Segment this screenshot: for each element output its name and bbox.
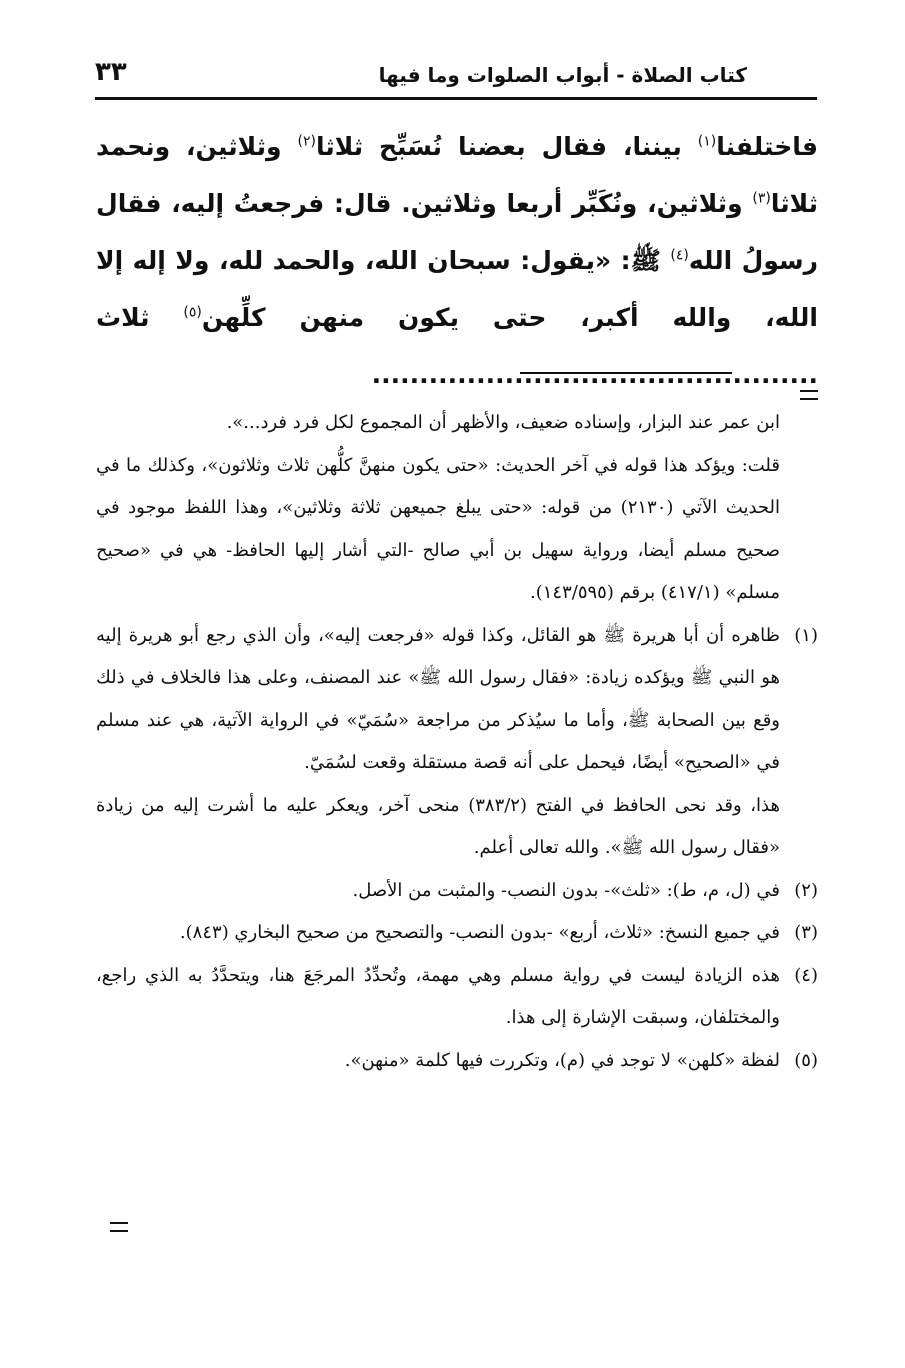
footnote-continuation-paragraph: قلت: ويؤكد هذا قوله في آخر الحديث: «حتى يكون منهنَّ كلُّهن ثلاث وثلاثون»، وكذلك ما في الحديث الآتي (٢١٣٠) من قوله: «حتى يبلغ جميعهن ثلاثة وثلاثين»، وهذا اللفظ موجود في صحيح مسلم أيضا، ورواية سهيل بن أبي صالح -التي أشار إليها الحافظ- هي في «صحيح مسلم» (٤١٧/١) برقم (١٤٣/٥٩٥). (96, 454, 781, 603)
footnote-continuation-line: ابن عمر عند البزار، وإسناده ضعيف، والأظهر أن المجموع لكل فرد فرد...». (226, 412, 780, 433)
footnote-number: (٢) (794, 879, 818, 901)
footnote-ref: (٤) (670, 247, 689, 264)
footnote-number: (٥) (794, 1049, 818, 1071)
footnote-separator (520, 372, 732, 374)
footnote-number: (٤) (794, 964, 818, 986)
continuation-mark-bottom (110, 1222, 128, 1232)
footnote-ref: (٥) (183, 304, 202, 321)
footnote-number: (٣) (794, 922, 818, 943)
main-text-segment: بيننا، فقال بعضنا نُسَبِّح ثلاثا (315, 132, 698, 161)
footnote-text: هذه الزيادة ليست في رواية مسلم وهي مهمة، وتُحدِّدُ المرجَعَ هنا، ويتحدَّدُ به الذي راجع، والمختلفان، وسبقت الإشارة إلى هذا. (96, 964, 780, 1028)
main-text-segment: فاختلفنا (716, 132, 818, 161)
continuation-mark-top (800, 390, 818, 400)
main-text-segment: وثلاثين، ونُكَبِّر أربعا وثلاثين. قال: فرجعتُ إليه، فقال رسولُ الله (96, 189, 818, 275)
footnote-ref: (١) (697, 133, 717, 150)
footnote-ref: (٣) (752, 190, 771, 207)
footnote-number: (١) (794, 624, 818, 646)
footnote-4 (96, 955, 818, 1040)
footnote-text: هذا، وقد نحى الحافظ في الفتح (٣٨٣/٢) منحى آخر، ويعكر عليه ما أشرت إليه من زيادة «فقال رسول الله ﷺ». والله تعالى أعلم. (96, 794, 780, 858)
footnote-text: في (ل، م، ط): «ثلث»- بدون النصب- والمثبت من الأصل. (352, 879, 780, 901)
hadith-text (96, 118, 818, 403)
footnote-text: ظاهره أن أبا هريرة ﷺ هو القائل، وكذا قوله «فرجعت إليه»، وأن الذي رجع أبو هريرة إليه هو النبي ﷺ ويؤكده زيادة: «فقال رسول الله ﷺ» عند المصنف، وعلى هذا فالخلاف في ذلك وقع بين الصحابة ﷺ، وأما ما سيُذكر من مراجعة «سُمَيّ» في الرواية الآتية، هي عند مسلم في «الصحيح» أيضًا، فيحمل على أنه قصة مستقلة وقعت لسُمَيّ. (96, 624, 780, 773)
footnote-text: في جميع النسخ: «ثلاث، أربع» -بدون النصب- والتصحيح من صحيح البخاري (٨٤٣). (179, 922, 780, 943)
footnote-ref: (٢) (297, 133, 316, 150)
footnotes (96, 402, 818, 1082)
footnote-1 (96, 615, 818, 870)
page-header (95, 55, 817, 95)
main-text-segment: ثلاث (96, 303, 184, 332)
page-number: ٣٣ (95, 57, 127, 87)
header-rule (95, 97, 817, 100)
main-text-segment: ﷺ: «يقول: سبحان الله، والحمد لله، ولا إله إلا الله، والله أكبر، حتى يكون منهن كلِّهن (96, 246, 818, 332)
footnote-5 (96, 1040, 818, 1083)
continuation-dots: ............................................... (371, 360, 818, 389)
footnote-2 (96, 870, 818, 913)
main-text-segment: وثلاثين، ونحمد ثلاثا (96, 132, 818, 218)
footnote-text: لفظة «كلهن» لا توجد في (م)، وتكررت فيها كلمة «منهن». (344, 1049, 780, 1071)
running-title: كتاب الصلاة - أبواب الصلوات وما فيها (378, 63, 747, 87)
footnote-3 (96, 912, 818, 955)
